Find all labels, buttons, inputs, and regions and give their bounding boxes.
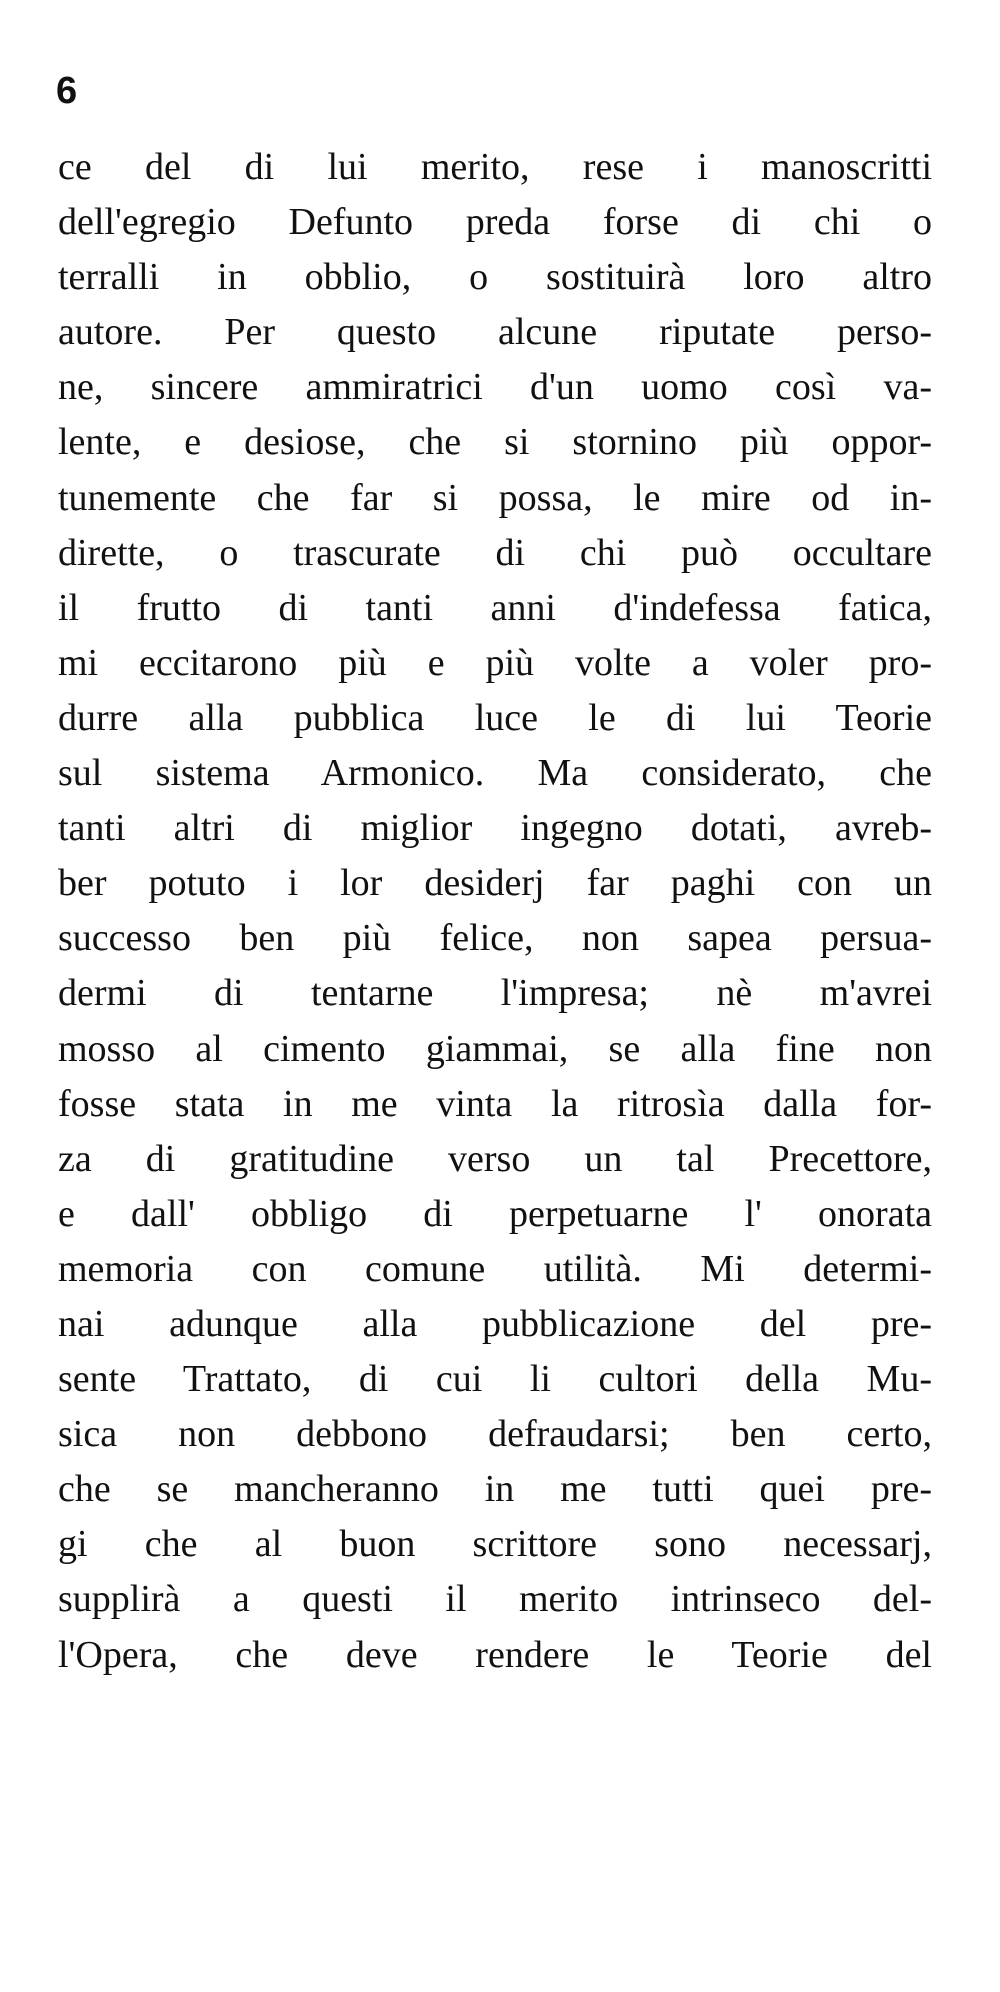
- text-line: mosso al cimento giammai, se alla fine non: [58, 1027, 932, 1070]
- text-line: sica non debbono defraudarsi; ben certo,: [58, 1413, 932, 1456]
- text-line: tanti altri di miglior ingegno dotati, avreb-: [58, 807, 932, 850]
- text-line: mi eccitarono più e più volte a voler pro-: [58, 641, 932, 684]
- text-line: gi che al buon scrittore sono necessarj,: [58, 1523, 932, 1566]
- text-line: nai adunque alla pubblicazione del pre-: [58, 1302, 932, 1345]
- text-line: terralli in obblio, o sostituirà loro altro: [58, 256, 932, 299]
- text-line: sente Trattato, di cui li cultori della Mu-: [58, 1358, 932, 1401]
- text-line: dell'egregio Defunto preda forse di chi o: [58, 201, 932, 244]
- text-line: sul sistema Armonico. Ma considerato, che: [58, 752, 932, 795]
- text-line: tunemente che far si possa, le mire od in-: [58, 476, 932, 519]
- text-line: e dall' obbligo di perpetuarne l' onorata: [58, 1192, 932, 1235]
- text-line: dirette, o trascurate di chi può occultare: [58, 531, 932, 574]
- text-line: ber potuto i lor desiderj far paghi con un: [58, 862, 932, 905]
- text-line: dermi di tentarne l'impresa; nè m'avrei: [58, 972, 932, 1015]
- text-line: durre alla pubblica luce le di lui Teorie: [58, 696, 932, 739]
- text-line: ce del di lui merito, rese i manoscritti: [58, 146, 932, 188]
- text-line: che se mancheranno in me tutti quei pre-: [58, 1468, 932, 1511]
- text-line: supplirà a questi il merito intrinseco del-: [58, 1578, 932, 1621]
- text-line: ne, sincere ammiratrici d'un uomo così va-: [58, 366, 932, 409]
- text-line: l'Opera, che deve rendere le Teorie del: [58, 1633, 932, 1676]
- text-line: successo ben più felice, non sapea persua-: [58, 917, 932, 960]
- text-line: il frutto di tanti anni d'indefessa fatica,: [58, 586, 932, 629]
- text-line: za di gratitudine verso un tal Precettore,: [58, 1137, 932, 1180]
- text-line: autore. Per questo alcune riputate perso-: [58, 311, 932, 354]
- text-line: memoria con comune utilità. Mi determi-: [58, 1247, 932, 1290]
- text-line: lente, e desiose, che si stornino più oppor-: [58, 421, 932, 464]
- body-text: [58, 140, 932, 1683]
- page-number: 6: [56, 70, 78, 112]
- text-line: fosse stata in me vinta la ritrosìa dalla for-: [58, 1082, 932, 1125]
